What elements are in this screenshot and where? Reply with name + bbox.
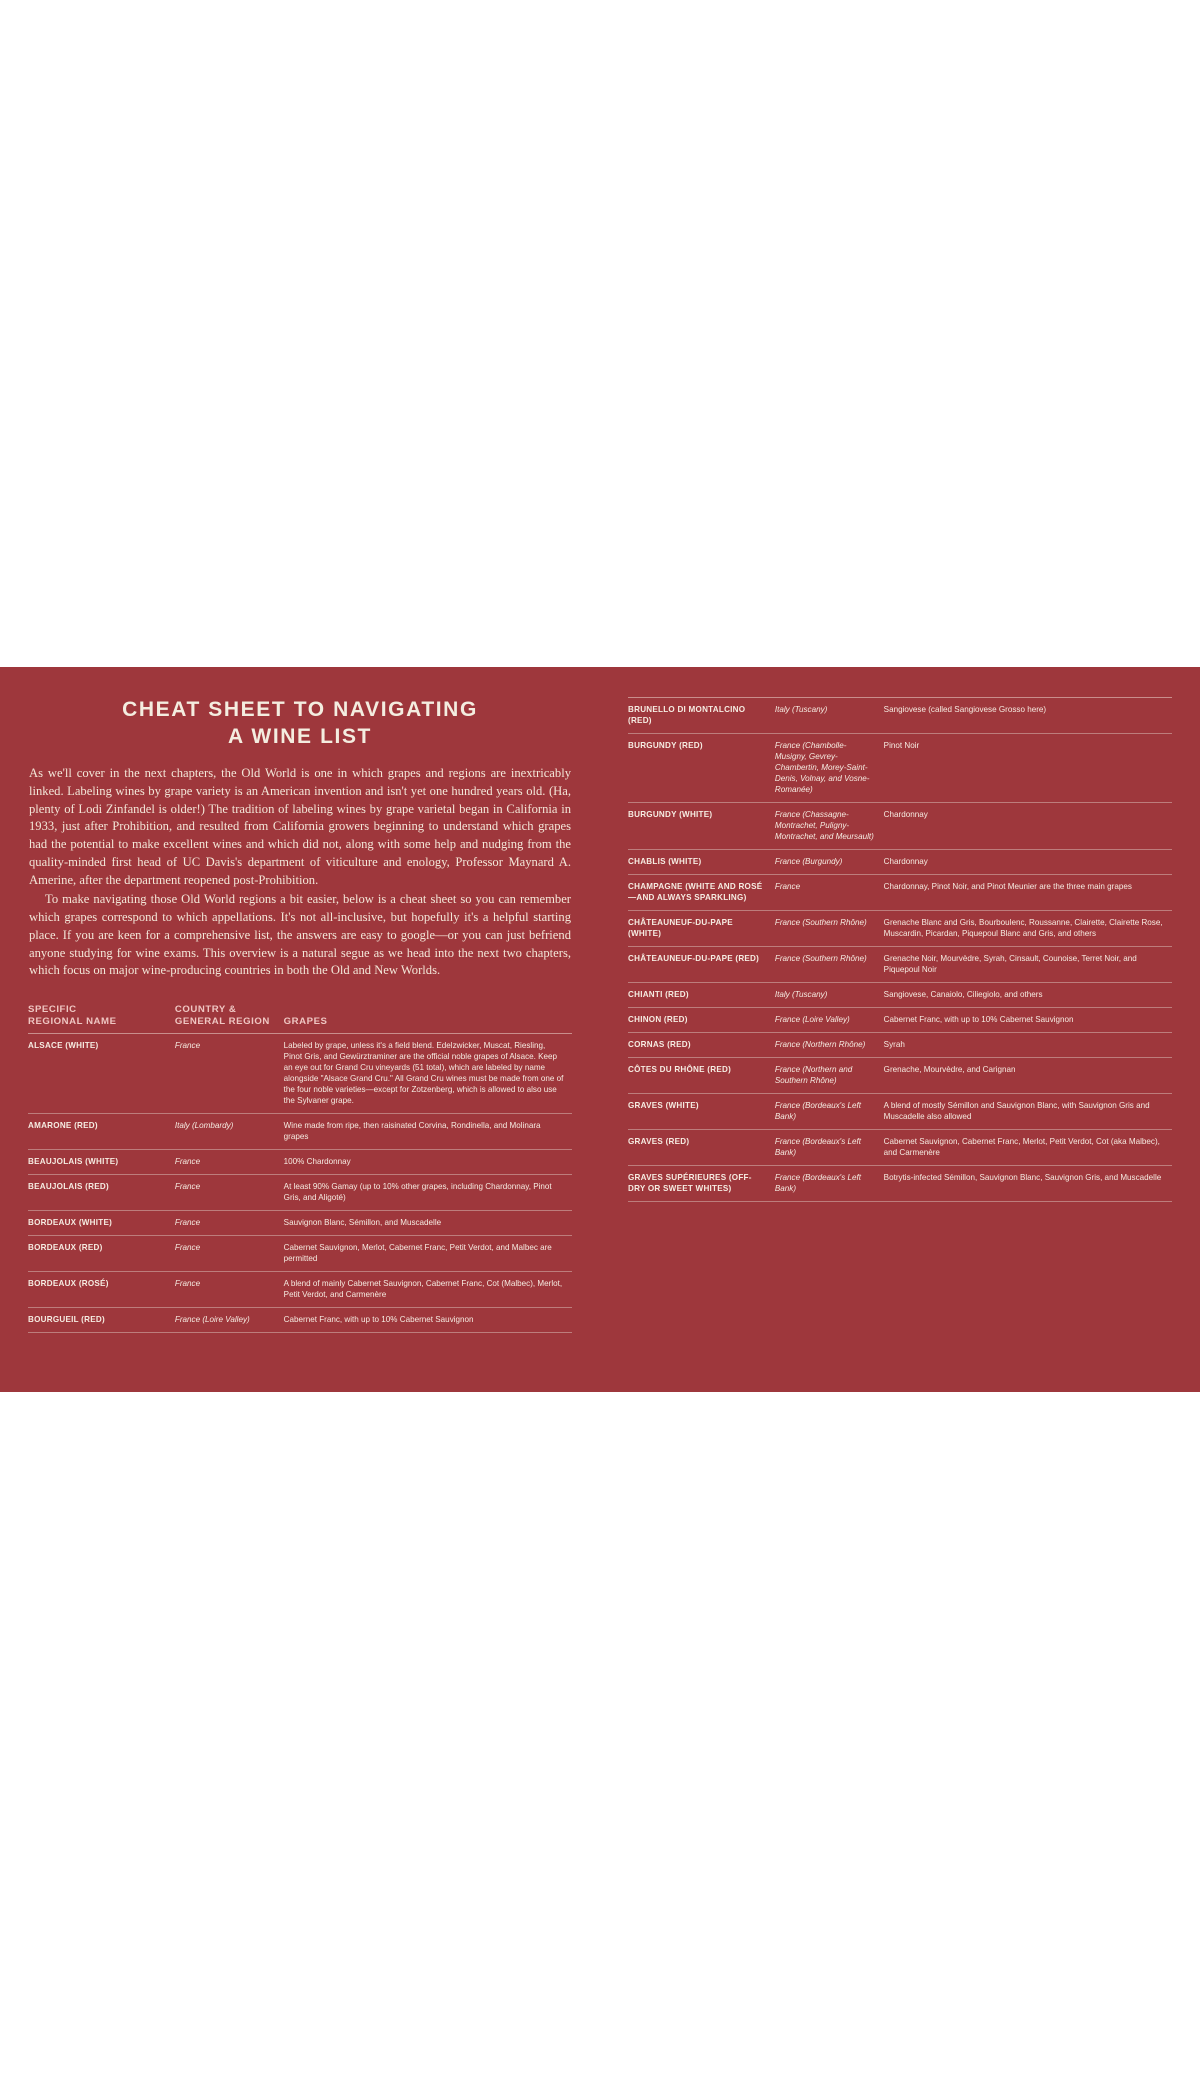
cell-regional-name: BEAUJOLAIS (WHITE) bbox=[28, 1149, 175, 1174]
cell-country-region: France (Bordeaux's Left Bank) bbox=[775, 1166, 884, 1202]
cell-country-region: Italy (Tuscany) bbox=[775, 983, 884, 1008]
column-header-country-region bbox=[175, 1004, 284, 1033]
intro-paragraph-2: To make navigating those Old World regions a bit easier, below is a cheat sheet so you can remember which grapes correspond to which appellations. It's not all-inclusive, but hopefully it's a helpful starting place. If you are keen for a comprehensive list, the answers are easy to google—or you can just befriend anyone studying for wine exams. This overview is a natural segue as we head into the next two chapters, which focus on major wine-producing countries in both the Old and New Worlds. bbox=[29, 891, 571, 978]
table-row bbox=[628, 803, 1172, 850]
cell-country-region: France (Loire Valley) bbox=[175, 1307, 284, 1332]
table-row bbox=[628, 698, 1172, 734]
wine-table-right-body bbox=[628, 698, 1172, 1202]
cell-grapes: Cabernet Franc, with up to 10% Cabernet Sauvignon bbox=[284, 1307, 572, 1332]
table-row bbox=[628, 850, 1172, 875]
cell-country-region: France (Bordeaux's Left Bank) bbox=[775, 1094, 884, 1130]
cell-country-region: France (Northern and Southern Rhône) bbox=[775, 1058, 884, 1094]
cell-country-region: France bbox=[775, 875, 884, 911]
cell-country-region: France bbox=[175, 1271, 284, 1307]
cell-grapes: At least 90% Gamay (up to 10% other grapes, including Chardonnay, Pinot Gris, and Aligoté) bbox=[284, 1174, 572, 1210]
table-row bbox=[28, 1307, 572, 1332]
cell-country-region: France bbox=[175, 1210, 284, 1235]
cell-regional-name: BEAUJOLAIS (RED) bbox=[28, 1174, 175, 1210]
cell-grapes: Sauvignon Blanc, Sémillon, and Muscadelle bbox=[284, 1210, 572, 1235]
cell-country-region: Italy (Tuscany) bbox=[775, 698, 884, 734]
cell-regional-name: BORDEAUX (WHITE) bbox=[28, 1210, 175, 1235]
table-row bbox=[628, 1130, 1172, 1166]
cell-grapes: Labeled by grape, unless it's a field blend. Edelzwicker, Muscat, Riesling, Pinot Gris, and Gewürztraminer are the official noble grapes of Alsace. Keep an eye out for Grand Cru vineyards (51 total), which are labeled by name alongside "Alsace Grand Cru." All Grand Cru wines must be made from one of the four noble varieties—except for Zotzenberg, which is allowed to also use the Sylvaner grape. bbox=[284, 1033, 572, 1113]
cell-grapes: Sangiovese, Canaiolo, Ciliegiolo, and others bbox=[884, 983, 1172, 1008]
cell-grapes: Wine made from ripe, then raisinated Corvina, Rondinella, and Molinara grapes bbox=[284, 1113, 572, 1149]
cell-regional-name: AMARONE (RED) bbox=[28, 1113, 175, 1149]
column-header-grapes bbox=[284, 1004, 572, 1033]
cell-grapes: 100% Chardonnay bbox=[284, 1149, 572, 1174]
cell-country-region: France (Bordeaux's Left Bank) bbox=[775, 1130, 884, 1166]
cell-grapes: Grenache, Mourvèdre, and Carignan bbox=[884, 1058, 1172, 1094]
page-title-line-1: CHEAT SHEET TO NAVIGATING bbox=[122, 698, 478, 721]
table-row bbox=[628, 983, 1172, 1008]
page-title bbox=[28, 697, 572, 751]
table-row bbox=[28, 1113, 572, 1149]
wine-table-right bbox=[628, 697, 1172, 1202]
cell-regional-name: CHAMPAGNE (WHITE AND ROSÉ—AND ALWAYS SPARKLING) bbox=[628, 875, 775, 911]
cell-grapes: Chardonnay bbox=[884, 850, 1172, 875]
table-header-row bbox=[28, 1004, 572, 1033]
table-row bbox=[28, 1235, 572, 1271]
cell-grapes: Pinot Noir bbox=[884, 734, 1172, 803]
table-row bbox=[28, 1149, 572, 1174]
cell-regional-name: GRAVES (RED) bbox=[628, 1130, 775, 1166]
cell-country-region: France bbox=[175, 1174, 284, 1210]
table-row bbox=[628, 1094, 1172, 1130]
cell-country-region: France bbox=[175, 1149, 284, 1174]
cell-grapes: Cabernet Sauvignon, Merlot, Cabernet Franc, Petit Verdot, and Malbec are permitted bbox=[284, 1235, 572, 1271]
cell-regional-name: ALSACE (WHITE) bbox=[28, 1033, 175, 1113]
right-page bbox=[600, 667, 1200, 1392]
cell-country-region: France (Chassagne-Montrachet, Puligny-Montrachet, and Meursault) bbox=[775, 803, 884, 850]
wine-table-left bbox=[28, 1004, 572, 1332]
cell-regional-name: BRUNELLO DI MONTALCINO (RED) bbox=[628, 698, 775, 734]
cell-regional-name: GRAVES SUPÉRIEURES (OFF-DRY OR SWEET WHITES) bbox=[628, 1166, 775, 1202]
page-title-line-2: A WINE LIST bbox=[228, 724, 372, 748]
table-row bbox=[28, 1174, 572, 1210]
cell-regional-name: CHÂTEAUNEUF-DU-PAPE (RED) bbox=[628, 947, 775, 983]
cell-regional-name: CHÂTEAUNEUF-DU-PAPE (WHITE) bbox=[628, 911, 775, 947]
cell-country-region: France bbox=[175, 1235, 284, 1271]
column-header-line-2: GENERAL REGION bbox=[174, 1015, 270, 1027]
cell-regional-name: CHIANTI (RED) bbox=[628, 983, 775, 1008]
column-header-line-1: GRAPES bbox=[283, 1015, 328, 1027]
column-header-line-1: SPECIFIC bbox=[28, 1004, 77, 1016]
cell-grapes: Grenache Blanc and Gris, Bourboulenc, Roussanne, Clairette, Clairette Rose, Muscardin, Picardan, Piquepoul Blanc and Gris, and others bbox=[884, 911, 1172, 947]
cell-country-region: Italy (Lombardy) bbox=[175, 1113, 284, 1149]
table-row bbox=[628, 1008, 1172, 1033]
cell-regional-name: BOURGUEIL (RED) bbox=[28, 1307, 175, 1332]
wine-table-left-body bbox=[28, 1033, 572, 1332]
cell-grapes: Syrah bbox=[884, 1033, 1172, 1058]
table-row bbox=[28, 1271, 572, 1307]
cell-grapes: Chardonnay bbox=[884, 803, 1172, 850]
cell-country-region: France (Northern Rhône) bbox=[775, 1033, 884, 1058]
table-row bbox=[628, 1166, 1172, 1202]
table-row bbox=[628, 1033, 1172, 1058]
cell-regional-name: CÔTES DU RHÔNE (RED) bbox=[628, 1058, 775, 1094]
cell-grapes: A blend of mostly Sémillon and Sauvignon Blanc, with Sauvignon Gris and Muscadelle also allowed bbox=[884, 1094, 1172, 1130]
intro-paragraph-1: As we'll cover in the next chapters, the Old World is one in which grapes and regions are inextricably linked. Labeling wines by grape variety is an American invention and isn't yet one hundred years old. (Ha, plenty of Lodi Zinfandel is older!) The tradition of labeling wines by grape varietal began in California in 1933, just after Prohibition, and resulted from California growers beginning to understand which grapes had the potential to make excellent wines and which did not, along with some help and nudging from the quality-minded first head of UC Davis's department of viticulture and enology, Professor Maynard A. Amerine, after the department reopened post-Prohibition. bbox=[29, 765, 571, 887]
cell-regional-name: CORNAS (RED) bbox=[628, 1033, 775, 1058]
cell-country-region: France (Loire Valley) bbox=[775, 1008, 884, 1033]
cell-regional-name: BURGUNDY (WHITE) bbox=[628, 803, 775, 850]
cell-regional-name: CHABLIS (WHITE) bbox=[628, 850, 775, 875]
cell-country-region: France bbox=[175, 1033, 284, 1113]
table-row bbox=[628, 1058, 1172, 1094]
table-row bbox=[28, 1033, 572, 1113]
column-header-regional-name bbox=[28, 1004, 175, 1033]
cell-regional-name: BURGUNDY (RED) bbox=[628, 734, 775, 803]
cell-country-region: France (Burgundy) bbox=[775, 850, 884, 875]
column-header-line-2: REGIONAL NAME bbox=[28, 1015, 117, 1027]
cell-regional-name: BORDEAUX (RED) bbox=[28, 1235, 175, 1271]
cell-grapes: Cabernet Sauvignon, Cabernet Franc, Merlot, Petit Verdot, Cot (aka Malbec), and Carmenère bbox=[884, 1130, 1172, 1166]
cell-country-region: France (Southern Rhône) bbox=[775, 947, 884, 983]
table-row bbox=[628, 947, 1172, 983]
cell-regional-name: BORDEAUX (ROSÉ) bbox=[28, 1271, 175, 1307]
book-spread bbox=[0, 667, 1200, 1392]
cell-regional-name: GRAVES (WHITE) bbox=[628, 1094, 775, 1130]
cell-country-region: France (Chambolle-Musigny, Gevrey-Chambertin, Morey-Saint-Denis, Volnay, and Vosne-Romanée) bbox=[775, 734, 884, 803]
cell-grapes: Sangiovese (called Sangiovese Grosso here) bbox=[884, 698, 1172, 734]
cell-grapes: A blend of mainly Cabernet Sauvignon, Cabernet Franc, Cot (Malbec), Merlot, Petit Verdot, and Carmenère bbox=[284, 1271, 572, 1307]
column-header-line-1: COUNTRY & bbox=[174, 1004, 237, 1016]
cell-grapes: Chardonnay, Pinot Noir, and Pinot Meunier are the three main grapes bbox=[884, 875, 1172, 911]
table-row bbox=[28, 1210, 572, 1235]
intro-text bbox=[28, 765, 572, 981]
cell-grapes: Cabernet Franc, with up to 10% Cabernet Sauvignon bbox=[884, 1008, 1172, 1033]
table-row bbox=[628, 911, 1172, 947]
cell-grapes: Grenache Noir, Mourvèdre, Syrah, Cinsault, Counoise, Terret Noir, and Piquepoul Noir bbox=[884, 947, 1172, 983]
cell-country-region: France (Southern Rhône) bbox=[775, 911, 884, 947]
table-row bbox=[628, 734, 1172, 803]
left-page bbox=[0, 667, 600, 1392]
cell-regional-name: CHINON (RED) bbox=[628, 1008, 775, 1033]
cell-grapes: Botrytis-infected Sémillon, Sauvignon Blanc, Sauvignon Gris, and Muscadelle bbox=[884, 1166, 1172, 1202]
table-row bbox=[628, 875, 1172, 911]
